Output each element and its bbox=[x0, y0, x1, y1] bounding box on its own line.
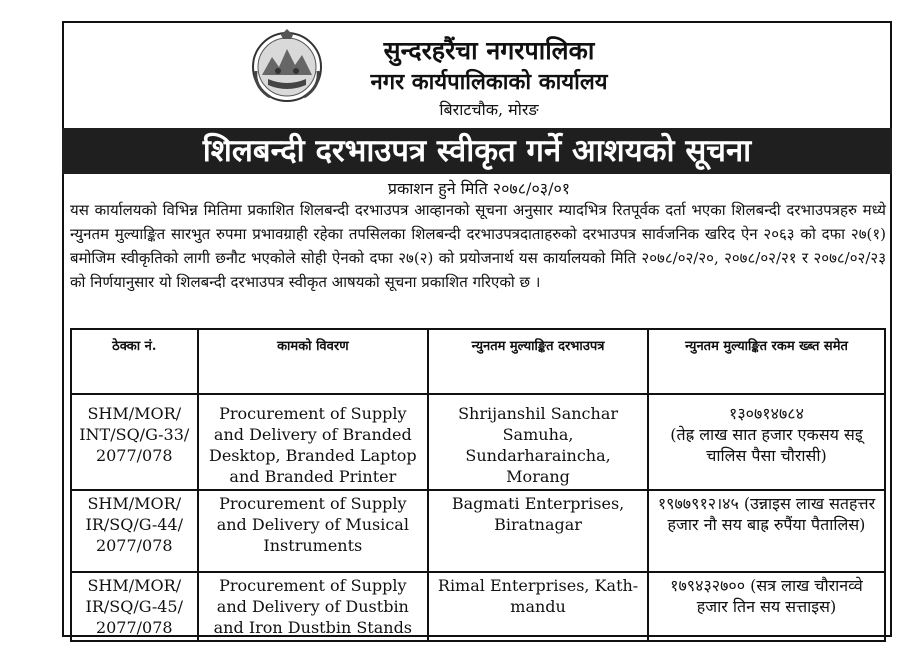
bid-table bbox=[70, 328, 886, 642]
amount-figure: १३०७१४७८४ bbox=[729, 404, 804, 423]
table-header-row bbox=[71, 329, 885, 394]
notice-body: यस कार्यालयको विभिन्न मितिमा प्रकाशित शिलबन्दी दरभाउपत्र आव्हानको सूचना अनुसार म्यादभित्र रितपूर्वक दर्ता भएका शिलबन्दी दरभाउपत्रहरु मध्ये न्युनतम मुल्याङ्कित सारभुत रुपमा प्रभावग्राही रहेका तपसिलका शिलबन्दी दरभाउपत्रदाताहरुको दरभाउपत्र सार्वजनिक खरिद ऐन २०६३ को दफा २७(१) बमोजिम स्वीकृतिको लागी छनौट भएकोले सोही ऐनको दफा २७(२) को प्रयोजनार्थ यस कार्यालयको मिति २०७८/०२/२०, २०७८/०२/२१ र २०७८/०२/२३ को निर्णयानुसार यो शिलबन्दी दरभाउपत्र स्वीकृत आषयको सूचना प्रकाशित गरिएको छ । bbox=[70, 201, 886, 291]
amount-in-words: (तेह्र लाख सात हजार एकसय सइ् चालिस पैसा चौरासी) bbox=[670, 425, 863, 465]
table-row bbox=[71, 490, 885, 572]
description-cell: Procurement of Supply and Delivery of Branded Desktop, Branded Laptop and Branded Printer bbox=[198, 394, 429, 490]
header-work-description: कामको विवरण bbox=[198, 329, 429, 394]
contract-no-cell: SHM/MOR/ IR/SQ/G-44/ 2077/078 bbox=[71, 490, 198, 572]
contract-no-cell: SHM/MOR/ INT/SQ/G-33/ 2077/078 bbox=[71, 394, 198, 490]
amount-figure: १७९४३२७०० bbox=[670, 576, 746, 595]
amount-cell bbox=[648, 490, 885, 572]
amount-in-words: (सत्र लाख चौरानव्वे हजार तिन सय सत्ताइस) bbox=[696, 576, 863, 616]
header-lowest-amount: न्युनतम मुल्याङ्कित रकम ख्ब्त समेत bbox=[648, 329, 885, 394]
description-cell: Procurement of Supply and Delivery of Dustbin and Iron Dustbin Stands bbox=[198, 572, 429, 641]
bidder-cell: Rimal Enterprises, Kath-mandu bbox=[428, 572, 648, 641]
amount-cell bbox=[648, 394, 885, 490]
header-lowest-bidder: न्युनतम मुल्याङ्कित दरभाउपत्र bbox=[428, 329, 648, 394]
amount-figure: १९७७९१२।४५ bbox=[657, 494, 739, 513]
amount-in-words: (उन्नाइस लाख सतहत्तर हजार नौ सय बाह्र रुपैंया पैतालिस) bbox=[667, 494, 876, 534]
header-contract-no: ठेक्का नं. bbox=[71, 329, 198, 394]
notice-title-banner: शिलबन्दी दरभाउपत्र स्वीकृत गर्ने आशयको सूचना bbox=[62, 128, 892, 174]
bidder-cell: Shrijanshil Sanchar Samuha, Sundarharaincha, Morang bbox=[428, 394, 648, 490]
bidder-cell: Bagmati Enterprises, Biratnagar bbox=[428, 490, 648, 572]
table-row bbox=[71, 394, 885, 490]
contract-no-cell: SHM/MOR/ IR/SQ/G-45/ 2077/078 bbox=[71, 572, 198, 641]
office-address: बिराटचौक, मोरङ bbox=[439, 100, 539, 119]
office-name: नगर कार्यपालिकाको कार्यालय bbox=[370, 69, 608, 95]
amount-cell bbox=[648, 572, 885, 641]
municipality-name: सुन्दरहरैंचा नगरपालिका bbox=[383, 36, 595, 65]
description-cell: Procurement of Supply and Delivery of Musical Instruments bbox=[198, 490, 429, 572]
publication-date: प्रकाशन हुने मिति २०७८/०३/०१ bbox=[387, 179, 571, 198]
table-row bbox=[71, 572, 885, 641]
